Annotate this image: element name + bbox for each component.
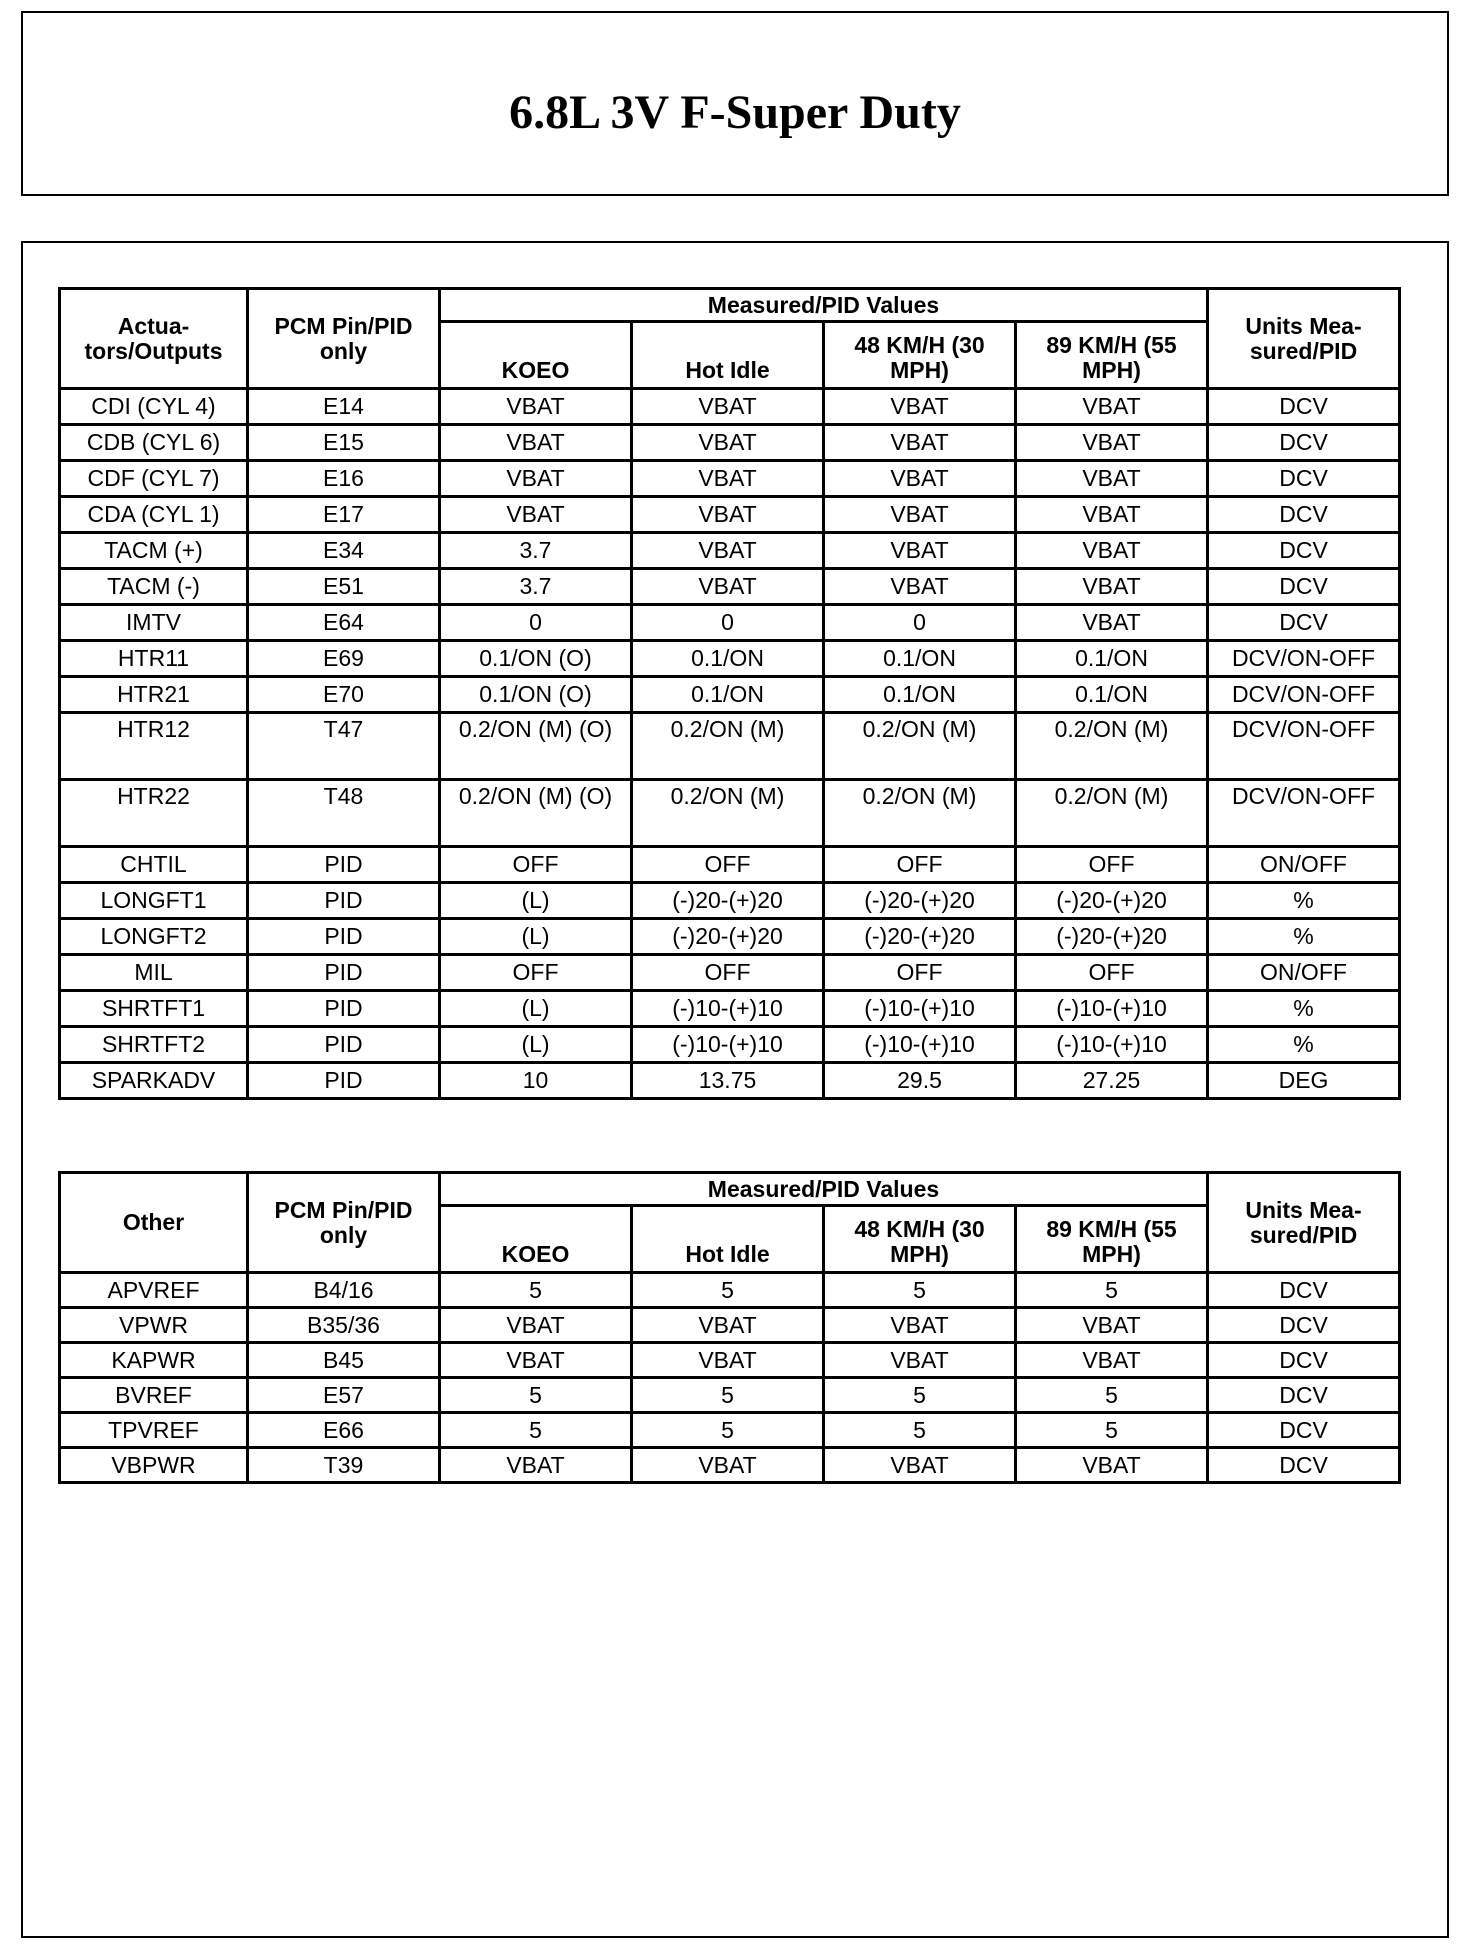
pcm-pin-cell: B4/16 (248, 1273, 440, 1308)
table-row (60, 1027, 1400, 1063)
speed89-cell: VBAT (1016, 1308, 1208, 1343)
col-header-hot-idle: Hot Idle (632, 1206, 824, 1273)
signal-name-cell: HTR22 (60, 780, 248, 847)
pcm-pin-cell: PID (248, 991, 440, 1027)
table-row (60, 955, 1400, 991)
table-row (60, 883, 1400, 919)
actuators-outputs-table (58, 287, 1401, 1100)
speed48-cell: VBAT (824, 389, 1016, 425)
koeo-cell: 0.1/ON (O) (440, 677, 632, 713)
pcm-pin-cell: PID (248, 955, 440, 991)
pcm-pin-cell: T39 (248, 1448, 440, 1483)
signal-name-cell: BVREF (60, 1378, 248, 1413)
koeo-cell: VBAT (440, 461, 632, 497)
hot-idle-cell: VBAT (632, 533, 824, 569)
pcm-pin-cell: E14 (248, 389, 440, 425)
speed89-cell: VBAT (1016, 605, 1208, 641)
col-header-89kmh: 89 KM/H (55 MPH) (1016, 1206, 1208, 1273)
hot-idle-cell: 13.75 (632, 1063, 824, 1099)
hot-idle-cell: VBAT (632, 1343, 824, 1378)
speed48-cell: VBAT (824, 1343, 1016, 1378)
hot-idle-cell: 5 (632, 1273, 824, 1308)
table-row (60, 1378, 1400, 1413)
koeo-cell: VBAT (440, 1308, 632, 1343)
units-cell: DCV/ON-OFF (1208, 713, 1400, 780)
speed48-cell: 0.1/ON (824, 677, 1016, 713)
table-row (60, 1273, 1400, 1308)
speed48-cell: 0.1/ON (824, 641, 1016, 677)
signal-name-cell: TPVREF (60, 1413, 248, 1448)
speed89-cell: 0.1/ON (1016, 641, 1208, 677)
units-cell: DCV (1208, 1448, 1400, 1483)
speed89-cell: (-)10-(+)10 (1016, 1027, 1208, 1063)
koeo-cell: 0 (440, 605, 632, 641)
hot-idle-cell: 0.1/ON (632, 677, 824, 713)
speed48-cell: 29.5 (824, 1063, 1016, 1099)
speed48-cell: 0 (824, 605, 1016, 641)
units-cell: DCV (1208, 425, 1400, 461)
col-header-units: Units Mea-sured/PID (1208, 289, 1400, 389)
koeo-cell: OFF (440, 847, 632, 883)
pcm-pin-cell: PID (248, 1027, 440, 1063)
col-header-actuators: Actua-tors/Outputs (60, 289, 248, 389)
koeo-cell: (L) (440, 1027, 632, 1063)
pcm-pin-cell: PID (248, 1063, 440, 1099)
units-cell: DCV (1208, 605, 1400, 641)
units-cell: DCV/ON-OFF (1208, 780, 1400, 847)
koeo-cell: VBAT (440, 497, 632, 533)
table-row (60, 533, 1400, 569)
pcm-pin-cell: E57 (248, 1378, 440, 1413)
speed48-cell: 5 (824, 1378, 1016, 1413)
signal-name-cell: VPWR (60, 1308, 248, 1343)
speed89-cell: (-)20-(+)20 (1016, 919, 1208, 955)
signal-name-cell: HTR12 (60, 713, 248, 780)
hot-idle-cell: VBAT (632, 497, 824, 533)
signal-name-cell: HTR11 (60, 641, 248, 677)
units-cell: % (1208, 883, 1400, 919)
units-cell: ON/OFF (1208, 847, 1400, 883)
actuators-table-body (60, 389, 1400, 1099)
table-row (60, 1413, 1400, 1448)
signal-name-cell: CDB (CYL 6) (60, 425, 248, 461)
col-header-pcm-pin: PCM Pin/PID only (248, 289, 440, 389)
signal-name-cell: CDI (CYL 4) (60, 389, 248, 425)
hot-idle-cell: (-)10-(+)10 (632, 1027, 824, 1063)
units-cell: DCV/ON-OFF (1208, 677, 1400, 713)
koeo-cell: OFF (440, 955, 632, 991)
pcm-pin-cell: E34 (248, 533, 440, 569)
col-header-hot-idle: Hot Idle (632, 322, 824, 389)
speed89-cell: VBAT (1016, 389, 1208, 425)
content-box (21, 241, 1449, 1938)
pcm-pin-cell: E64 (248, 605, 440, 641)
speed89-cell: OFF (1016, 955, 1208, 991)
col-header-48kmh: 48 KM/H (30 MPH) (824, 1206, 1016, 1273)
speed48-cell: 5 (824, 1413, 1016, 1448)
speed48-cell: VBAT (824, 497, 1016, 533)
table-row (60, 461, 1400, 497)
signal-name-cell: HTR21 (60, 677, 248, 713)
units-cell: DCV (1208, 1413, 1400, 1448)
units-cell: DCV/ON-OFF (1208, 641, 1400, 677)
koeo-cell: (L) (440, 919, 632, 955)
speed89-cell: VBAT (1016, 569, 1208, 605)
table-row (60, 677, 1400, 713)
koeo-cell: (L) (440, 883, 632, 919)
hot-idle-cell: 5 (632, 1413, 824, 1448)
speed89-cell: 5 (1016, 1378, 1208, 1413)
units-cell: DCV (1208, 533, 1400, 569)
speed48-cell: (-)20-(+)20 (824, 883, 1016, 919)
speed89-cell: 0.1/ON (1016, 677, 1208, 713)
speed48-cell: OFF (824, 847, 1016, 883)
signal-name-cell: TACM (-) (60, 569, 248, 605)
signal-name-cell: LONGFT2 (60, 919, 248, 955)
speed89-cell: VBAT (1016, 533, 1208, 569)
col-header-units: Units Mea-sured/PID (1208, 1173, 1400, 1273)
koeo-cell: 0.2/ON (M) (O) (440, 713, 632, 780)
koeo-cell: VBAT (440, 1343, 632, 1378)
units-cell: DEG (1208, 1063, 1400, 1099)
koeo-cell: (L) (440, 991, 632, 1027)
units-cell: % (1208, 919, 1400, 955)
speed89-cell: (-)20-(+)20 (1016, 883, 1208, 919)
table-row (60, 389, 1400, 425)
speed48-cell: VBAT (824, 461, 1016, 497)
koeo-cell: 5 (440, 1378, 632, 1413)
title-box (21, 11, 1449, 196)
pcm-pin-cell: E69 (248, 641, 440, 677)
col-header-koeo: KOEO (440, 322, 632, 389)
col-header-group-measured: Measured/PID Values (440, 1173, 1208, 1206)
hot-idle-cell: VBAT (632, 1308, 824, 1343)
pcm-pin-cell: B45 (248, 1343, 440, 1378)
koeo-cell: 5 (440, 1413, 632, 1448)
speed89-cell: VBAT (1016, 425, 1208, 461)
signal-name-cell: CHTIL (60, 847, 248, 883)
col-header-48kmh: 48 KM/H (30 MPH) (824, 322, 1016, 389)
table-row (60, 425, 1400, 461)
koeo-cell: 3.7 (440, 569, 632, 605)
col-header-group-measured: Measured/PID Values (440, 289, 1208, 322)
hot-idle-cell: VBAT (632, 1448, 824, 1483)
koeo-cell: 3.7 (440, 533, 632, 569)
hot-idle-cell: OFF (632, 955, 824, 991)
hot-idle-cell: (-)20-(+)20 (632, 883, 824, 919)
table-row (60, 919, 1400, 955)
speed89-cell: 5 (1016, 1273, 1208, 1308)
pcm-pin-cell: E70 (248, 677, 440, 713)
speed48-cell: (-)10-(+)10 (824, 991, 1016, 1027)
table-row (60, 1308, 1400, 1343)
col-header-koeo: KOEO (440, 1206, 632, 1273)
hot-idle-cell: VBAT (632, 425, 824, 461)
signal-name-cell: CDF (CYL 7) (60, 461, 248, 497)
speed48-cell: 0.2/ON (M) (824, 713, 1016, 780)
speed89-cell: VBAT (1016, 1448, 1208, 1483)
koeo-cell: 5 (440, 1273, 632, 1308)
table-row (60, 605, 1400, 641)
page-title: 6.8L 3V F-Super Duty (509, 86, 961, 139)
signal-name-cell: VBPWR (60, 1448, 248, 1483)
table-row (60, 1343, 1400, 1378)
signal-name-cell: CDA (CYL 1) (60, 497, 248, 533)
signal-name-cell: IMTV (60, 605, 248, 641)
hot-idle-cell: (-)10-(+)10 (632, 991, 824, 1027)
units-cell: DCV (1208, 461, 1400, 497)
hot-idle-cell: 5 (632, 1378, 824, 1413)
units-cell: % (1208, 991, 1400, 1027)
speed48-cell: VBAT (824, 533, 1016, 569)
pcm-pin-cell: T48 (248, 780, 440, 847)
speed89-cell: 0.2/ON (M) (1016, 713, 1208, 780)
table-row (60, 713, 1400, 780)
pcm-pin-cell: T47 (248, 713, 440, 780)
speed89-cell: (-)10-(+)10 (1016, 991, 1208, 1027)
speed89-cell: VBAT (1016, 497, 1208, 533)
hot-idle-cell: VBAT (632, 569, 824, 605)
table-row (60, 847, 1400, 883)
koeo-cell: VBAT (440, 1448, 632, 1483)
speed89-cell: 27.25 (1016, 1063, 1208, 1099)
speed48-cell: VBAT (824, 1448, 1016, 1483)
speed48-cell: VBAT (824, 1308, 1016, 1343)
signal-name-cell: SHRTFT1 (60, 991, 248, 1027)
pcm-pin-cell: E16 (248, 461, 440, 497)
pcm-pin-cell: E51 (248, 569, 440, 605)
table-row (60, 780, 1400, 847)
speed89-cell: VBAT (1016, 1343, 1208, 1378)
speed89-cell: OFF (1016, 847, 1208, 883)
signal-name-cell: SPARKADV (60, 1063, 248, 1099)
signal-name-cell: TACM (+) (60, 533, 248, 569)
other-table-body (60, 1273, 1400, 1483)
table-row (60, 1063, 1400, 1099)
col-header-89kmh: 89 KM/H (55 MPH) (1016, 322, 1208, 389)
hot-idle-cell: VBAT (632, 389, 824, 425)
units-cell: DCV (1208, 1378, 1400, 1413)
col-header-pcm-pin: PCM Pin/PID only (248, 1173, 440, 1273)
speed89-cell: 0.2/ON (M) (1016, 780, 1208, 847)
signal-name-cell: SHRTFT2 (60, 1027, 248, 1063)
speed48-cell: 5 (824, 1273, 1016, 1308)
table-row (60, 497, 1400, 533)
hot-idle-cell: (-)20-(+)20 (632, 919, 824, 955)
koeo-cell: VBAT (440, 389, 632, 425)
hot-idle-cell: 0.2/ON (M) (632, 780, 824, 847)
hot-idle-cell: 0 (632, 605, 824, 641)
hot-idle-cell: VBAT (632, 461, 824, 497)
signal-name-cell: LONGFT1 (60, 883, 248, 919)
speed89-cell: VBAT (1016, 461, 1208, 497)
signal-name-cell: APVREF (60, 1273, 248, 1308)
units-cell: DCV (1208, 389, 1400, 425)
pcm-pin-cell: PID (248, 847, 440, 883)
pcm-pin-cell: PID (248, 883, 440, 919)
units-cell: DCV (1208, 1273, 1400, 1308)
table-row (60, 1448, 1400, 1483)
table-row (60, 569, 1400, 605)
pcm-pin-cell: E15 (248, 425, 440, 461)
hot-idle-cell: OFF (632, 847, 824, 883)
speed89-cell: 5 (1016, 1413, 1208, 1448)
speed48-cell: 0.2/ON (M) (824, 780, 1016, 847)
speed48-cell: VBAT (824, 425, 1016, 461)
units-cell: % (1208, 1027, 1400, 1063)
units-cell: DCV (1208, 1308, 1400, 1343)
other-table (58, 1171, 1401, 1484)
units-cell: DCV (1208, 569, 1400, 605)
koeo-cell: VBAT (440, 425, 632, 461)
hot-idle-cell: 0.2/ON (M) (632, 713, 824, 780)
table-row (60, 991, 1400, 1027)
units-cell: DCV (1208, 1343, 1400, 1378)
koeo-cell: 10 (440, 1063, 632, 1099)
col-header-other: Other (60, 1173, 248, 1273)
speed48-cell: OFF (824, 955, 1016, 991)
koeo-cell: 0.1/ON (O) (440, 641, 632, 677)
table-row (60, 641, 1400, 677)
units-cell: DCV (1208, 497, 1400, 533)
pcm-pin-cell: PID (248, 919, 440, 955)
hot-idle-cell: 0.1/ON (632, 641, 824, 677)
signal-name-cell: KAPWR (60, 1343, 248, 1378)
units-cell: ON/OFF (1208, 955, 1400, 991)
speed48-cell: (-)20-(+)20 (824, 919, 1016, 955)
speed48-cell: (-)10-(+)10 (824, 1027, 1016, 1063)
koeo-cell: 0.2/ON (M) (O) (440, 780, 632, 847)
pcm-pin-cell: B35/36 (248, 1308, 440, 1343)
pcm-pin-cell: E66 (248, 1413, 440, 1448)
pcm-pin-cell: E17 (248, 497, 440, 533)
speed48-cell: VBAT (824, 569, 1016, 605)
signal-name-cell: MIL (60, 955, 248, 991)
